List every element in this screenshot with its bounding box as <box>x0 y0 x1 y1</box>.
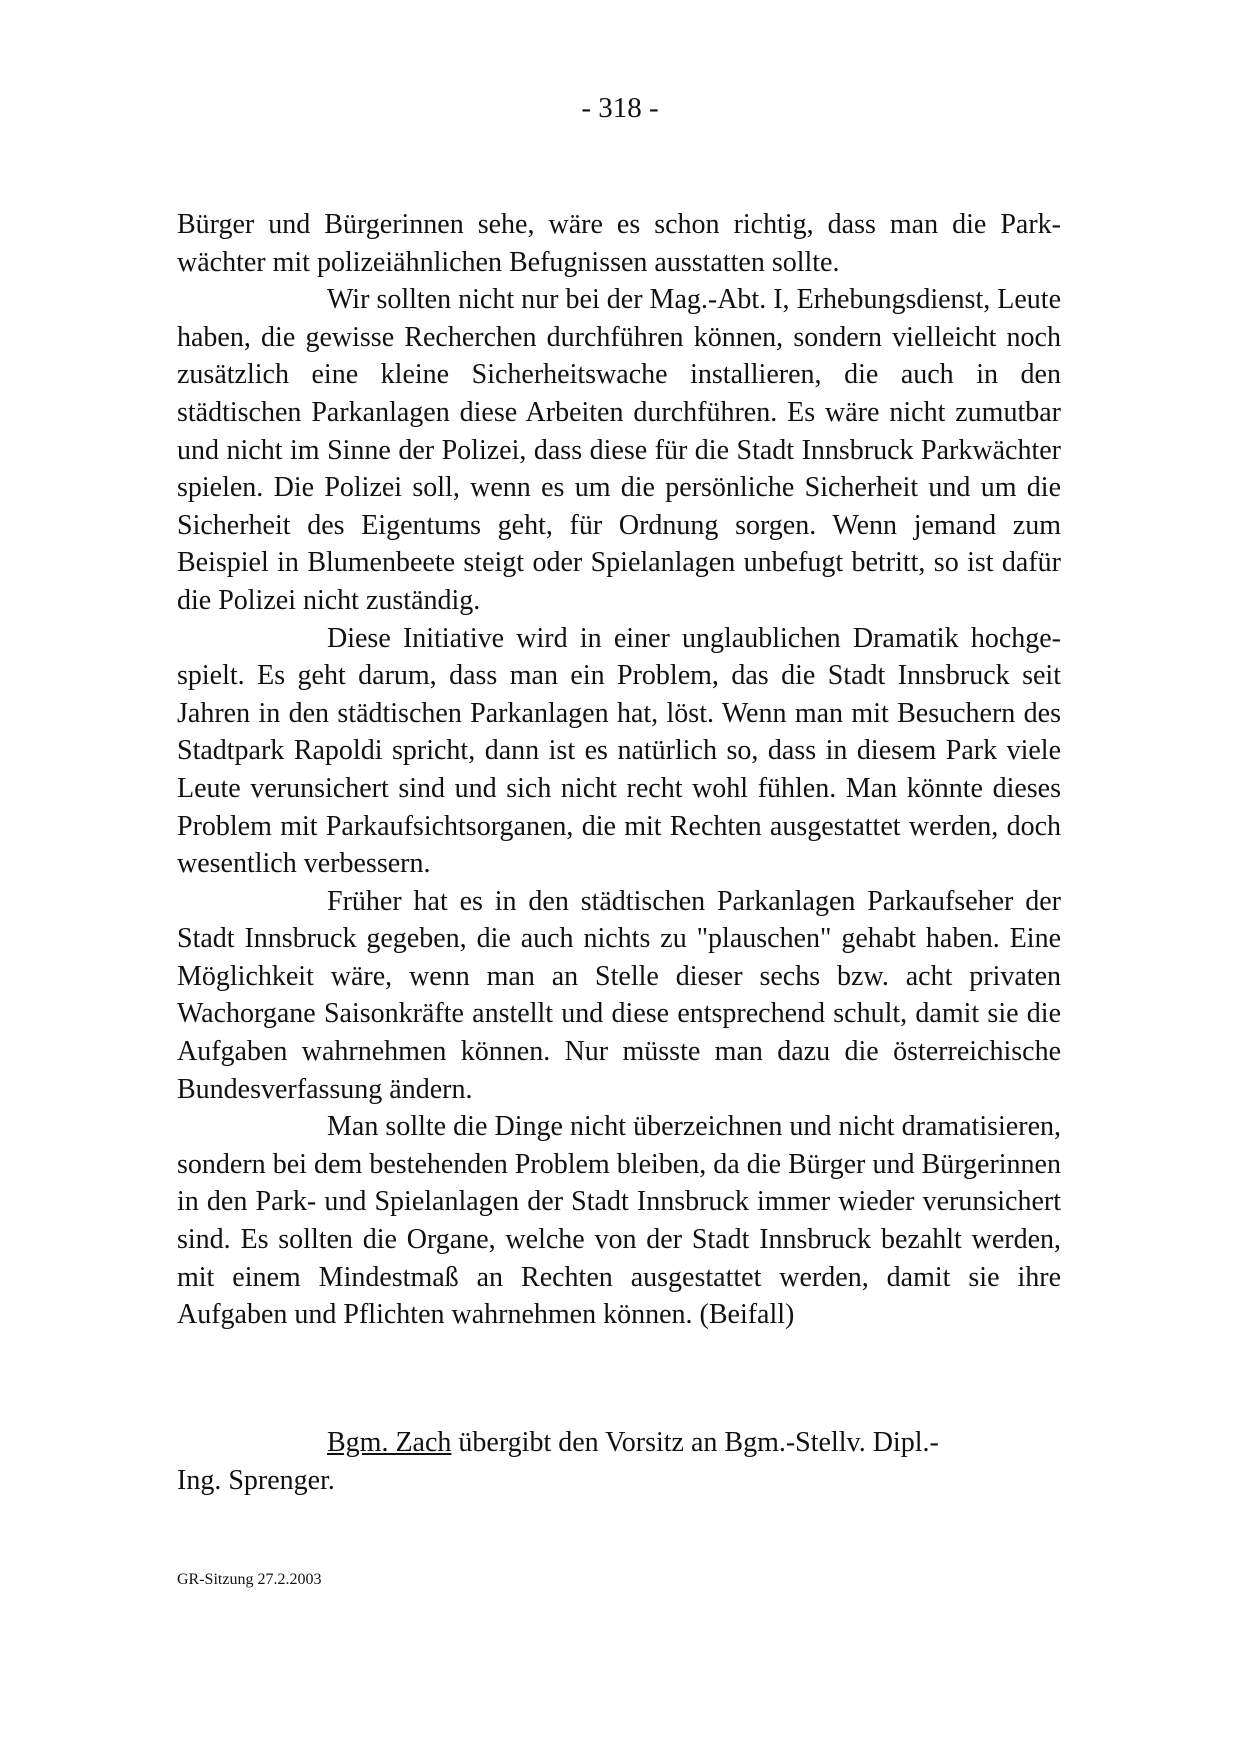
handover-text-line-2: Ing. Sprenger. <box>177 1464 335 1496</box>
paragraph-1: Bürger und Bürgerinnen sehe, wäre es schon richtig, dass man die Parkwächter mit polizeiähnlichen Befugnissen ausstatten sollte. <box>177 209 1061 278</box>
handover-text-line-1: übergibt den Vorsitz an Bgm.-Stellv. Dipl.- <box>451 1427 939 1458</box>
footer-session-label: GR-Sitzung 27.2.2003 <box>177 1571 322 1588</box>
paragraph-4: Früher hat es in den städtischen Parkanlagen Parkaufseher der Stadt Innsbruck gegeben, die auch nichts zu "plauschen" gehabt haben. Eine Möglichkeit wäre, wenn man an Stelle dieser sechs bzw. acht privaten Wachorgane Saisonkräfte anstellt und diese entsprechend schult, damit sie die Aufgaben wahrnehmen können. Nur müsste man dazu die österreichische Bundesverfassung ändern. <box>177 885 1061 1105</box>
chair-handover-note <box>177 1424 1061 1499</box>
paragraph-2: Wir sollten nicht nur bei der Mag.-Abt. I, Erhebungsdienst, Leute haben, die gewisse Recherchen durchführen können, sondern vielleicht noch zusätzlich eine kleine Sicherheitswache installieren, die auch in den städtischen Parkanlagen diese Arbeiten durchführen. Es wäre nicht zumutbar und nicht im Sinne der Polizei, dass diese für die Stadt Innsbruck Parkwächter spielen. Die Polizei soll, wenn es um die persönliche Sicherheit und um die Sicherheit des Eigentums geht, für Ordnung sorgen. Wenn jemand zum Beispiel in Blumenbeete steigt oder Spielanlagen unbefugt betritt, so ist dafür die Polizei nicht zuständig. <box>177 284 1061 616</box>
page-number: - 318 - <box>581 92 659 124</box>
speaker-name: Bgm. Zach <box>327 1427 452 1458</box>
paragraph-5: Man sollte die Dinge nicht überzeichnen und nicht dramatisieren, sondern bei dem bestehenden Problem bleiben, da die Bürger und Bürgerinnen in den Park- und Spielanlagen der Stadt Innsbruck immer wieder verunsichert sind. Es sollten die Organe, welche von der Stadt Innsbruck bezahlt werden, mit einem Mindestmaß an Rechten ausgestattet werden, damit sie ihre Aufgaben und Pflichten wahrnehmen können. (Beifall) <box>177 1111 1061 1331</box>
paragraph-3: Diese Initiative wird in einer unglaublichen Dramatik hochgespielt. Es geht darum, dass man ein Problem, das die Stadt Innsbruck seit Jahren in den städtischen Parkanlagen hat, löst. Wenn man mit Besuchern des Stadtpark Rapoldi spricht, dann ist es natürlich so, dass in diesem Park viele Leute verunsichert sind und sich nicht recht wohl fühlen. Man könnte dieses Problem mit Parkaufsichtsorganen, die mit Rechten ausgestattet werden, doch wesentlich verbessern. <box>177 622 1061 880</box>
chair-handover-line <box>177 1424 1061 1462</box>
body-text <box>177 206 1061 1334</box>
